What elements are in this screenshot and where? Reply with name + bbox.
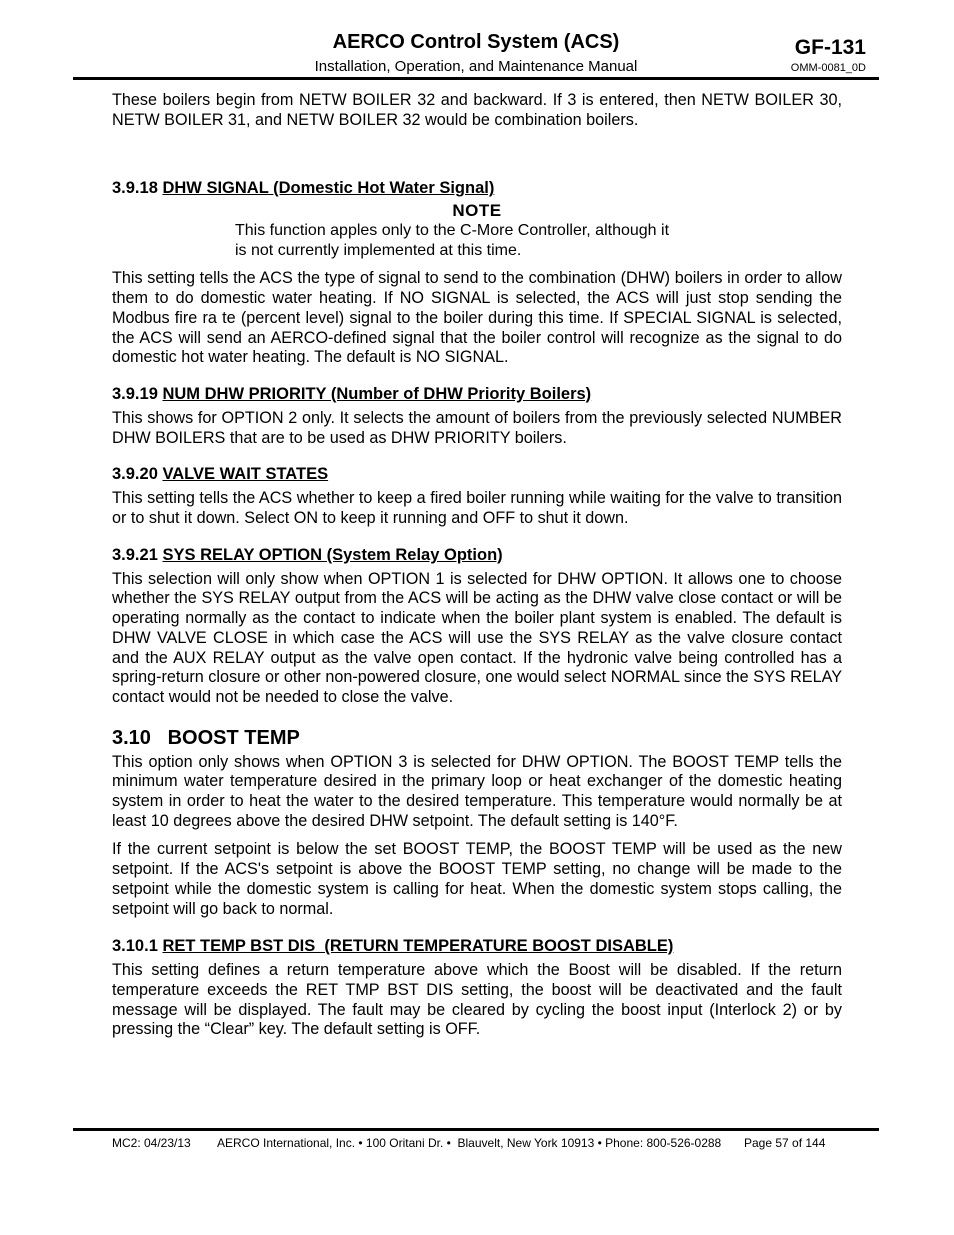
section-3-9-19-text: This shows for OPTION 2 only. It selects the amount of boilers from the previously selected NUMBER DHW BOILERS that are to be used as DHW PRIORITY boilers. — [112, 408, 842, 447]
note-label: NOTE — [452, 201, 502, 221]
section-3-10-1-text: This setting defines a return temperature above which the Boost will be disabled. If the return temperature exceeds the RET TMP BST DIS setting, the boost will be deactivated and the fault message will be displayed. The fault may be cleared by cycling the boost input (Interlock 2) or by pressing the “Clear” key. The default setting is OFF. — [112, 961, 842, 1039]
section-3-9-21-heading — [112, 545, 842, 565]
footer-company: AERCO International, Inc. • 100 Oritani Dr. • Blauvelt, New York 10913 • Phone: 800-526-0288 — [217, 1136, 722, 1150]
manual-subtitle: Installation, Operation, and Maintenance Manual — [314, 58, 638, 75]
section-number: 3.9.20 — [112, 465, 158, 484]
section-title: BOOST TEMP — [167, 726, 300, 749]
section-number: 3.10.1 — [112, 937, 158, 956]
note-line-1: This function apples only to the C-More Controller, although it — [235, 222, 670, 240]
note-line-2: is not currently implemented at this time. — [235, 242, 522, 260]
section-number: 3.10 — [112, 726, 151, 749]
section-3-10-text-2: If the current setpoint is below the set BOOST TEMP, the BOOST TEMP will be used as the new setpoint. If the ACS's setpoint is above the BOOST TEMP setting, no change will be made to the setpoint while the domestic system is calling for heat. When the domestic system stops calling, the setpoint will go back to normal. — [112, 840, 842, 918]
section-title: SYS RELAY OPTION (System Relay Option) — [162, 545, 503, 564]
footer-rule — [73, 1128, 879, 1131]
footer-revision: MC2: 04/23/13 — [112, 1136, 191, 1150]
document-code: GF-131 — [794, 36, 866, 59]
section-3-10-1-heading — [112, 936, 842, 956]
section-3-9-21-text: This selection will only show when OPTION 1 is selected for DHW OPTION. It allows one to choose whether the SYS RELAY output from the ACS will be acting as the DHW valve close contact or will be operating normally as the contact to indicate when the boiler plant system is enabled. The default is DHW VALVE CLOSE in which case the ACS will use the SYS RELAY as the valve closure contact and the AUX RELAY output as the valve open contact. If the hydronic valve being controlled has a spring-return closure or other non-powered closure, one would select NORMAL since the SYS RELAY contact would not be needed to close the valve. — [112, 569, 842, 706]
section-title: DHW SIGNAL (Domestic Hot Water Signal) — [162, 179, 495, 198]
section-3-10-text-1: This option only shows when OPTION 3 is selected for DHW OPTION. The BOOST TEMP tells the minimum water temperature desired in the primary loop or heat exchanger of the domestic heating system in order to heat the water to the desired temperature. This temperature would normally be at least 10 degrees above the desired DHW setpoint. The default setting is 140°F. — [112, 752, 842, 830]
section-title: VALVE WAIT STATES — [162, 465, 329, 484]
section-number: 3.9.21 — [112, 545, 158, 564]
section-3-9-19-heading — [112, 384, 842, 404]
section-3-9-18-text: This setting tells the ACS the type of signal to send to the combination (DHW) boilers in order to allow them to do domestic water heating. If NO SIGNAL is selected, the ACS will just stop sending the Modbus fire ra te (percent level) signal to the boiler during this time. If SPECIAL SIGNAL is selected, the ACS will send an AERCO-defined signal that the boiler control will recognize as the signal to do domestic hot water heating. The default is NO SIGNAL. — [112, 269, 842, 367]
section-3-9-20-heading — [112, 464, 842, 484]
document-number: OMM-0081_0D — [790, 62, 866, 74]
section-title: RET TEMP BST DIS (RETURN TEMPERATURE BOOST DISABLE) — [162, 937, 674, 956]
section-3-9-18-heading — [112, 178, 842, 198]
manual-title: AERCO Control System (ACS) — [332, 31, 620, 53]
footer-page-number: Page 57 of 144 — [744, 1136, 826, 1150]
page-content — [112, 91, 842, 1040]
section-3-9-20-text: This setting tells the ACS whether to keep a fired boiler running while waiting for the valve to transition or to shut it down. Select ON to keep it running and OFF to shut it down. — [112, 489, 842, 528]
intro-paragraph: These boilers begin from NETW BOILER 32 and backward. If 3 is entered, then NETW BOILER 30, NETW BOILER 31, and NETW BOILER 32 would be combination boilers. — [112, 91, 842, 129]
section-number: 3.9.19 — [112, 384, 158, 403]
header-rule — [73, 77, 879, 80]
section-number: 3.9.18 — [112, 179, 158, 198]
section-3-10-heading — [112, 726, 842, 750]
section-title: NUM DHW PRIORITY (Number of DHW Priority Boilers) — [162, 384, 592, 403]
